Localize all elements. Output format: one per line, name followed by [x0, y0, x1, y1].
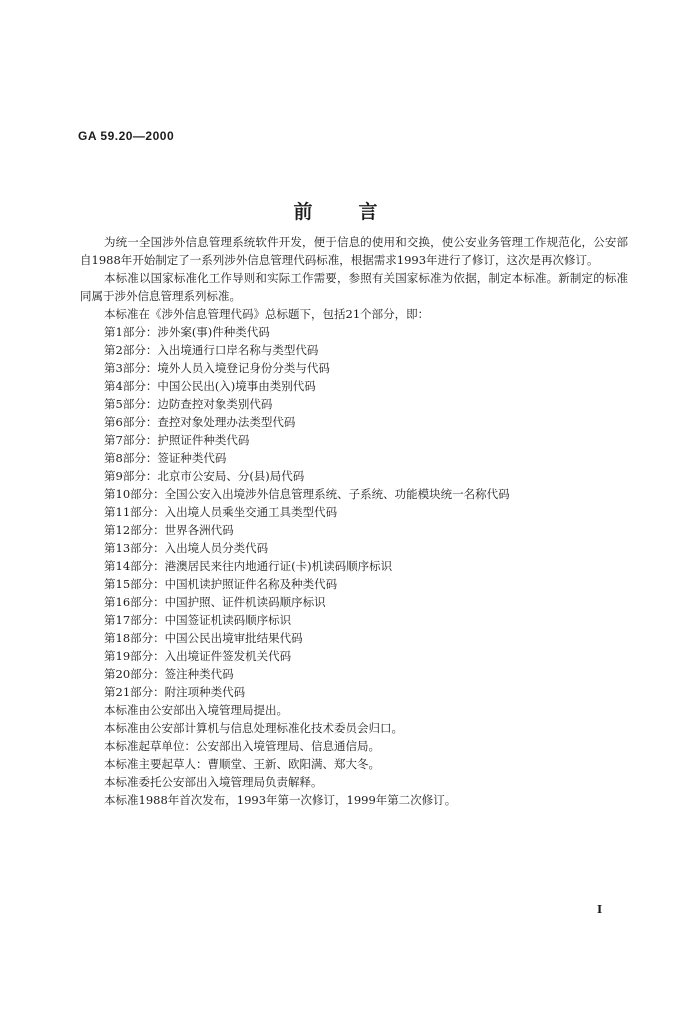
title-char-right: 言: [358, 201, 380, 223]
intro-paragraph: 为统一全国涉外信息管理系统软件开发，便于信息的使用和交换，使公安业务管理工作规范化，公安部自1988年开始制定了一系列涉外信息管理代码标准，根据需求1993年进行了修订，这次是再次修订。: [80, 235, 628, 267]
page-number: I: [597, 903, 603, 916]
part-list-item: 第17部分：中国签证机读码顺序标识: [104, 613, 292, 627]
part-list-item: 第19部分：入出境证件签发机关代码: [104, 649, 292, 663]
part-list-item: 第12部分：世界各洲代码: [104, 523, 234, 537]
part-list-item: 第13部分：入出境人员分类代码: [104, 541, 269, 555]
standard-code: GA 59.20—2000: [78, 129, 175, 143]
interpretation-line: 本标准委托公安部出入境管理局负责解释。: [104, 775, 323, 789]
foreword-body: [80, 233, 628, 809]
part-list-item: 第21部分：附注项种类代码: [104, 685, 246, 699]
title-char-left: 前: [293, 201, 315, 223]
part-list-item: 第1部分：涉外案(事)件种类代码: [104, 325, 270, 339]
part-list-item: 第3部分：境外人员入境登记身份分类与代码: [104, 361, 330, 375]
centralized-by-line: 本标准由公安部计算机与信息处理标准化技术委员会归口。: [104, 721, 403, 735]
part-list-item: 第8部分：签证种类代码: [104, 451, 227, 465]
part-list-item: 第14部分：港澳居民来往内地通行证(卡)机读码顺序标识: [104, 559, 393, 573]
page-title: [0, 197, 673, 224]
part-list-item: 第6部分：查控对象处理办法类型代码: [104, 415, 296, 429]
drafting-unit-line: 本标准起草单位：公安部出入境管理局、信息通信局。: [104, 739, 380, 753]
parts-intro-line: 本标准在《涉外信息管理代码》总标题下，包括21个部分，即：: [104, 307, 430, 321]
part-list-item: 第4部分：中国公民出(入)境事由类别代码: [104, 379, 316, 393]
proposer-line: 本标准由公安部出入境管理局提出。: [104, 703, 288, 717]
part-list-item: 第15部分：中国机读护照证件名称及种类代码: [104, 577, 338, 591]
revision-history-line: 本标准1988年首次发布，1993年第一次修订，1999年第二次修订。: [104, 793, 457, 807]
basis-paragraph: 本标准以国家标准化工作导则和实际工作需要，参照有关国家标准为依据，制定本标准。新制定的标准同属于涉外信息管理系列标准。: [80, 271, 628, 303]
part-list-item: 第7部分：护照证件种类代码: [104, 433, 250, 447]
part-list-item: 第10部分：全国公安入出境涉外信息管理系统、子系统、功能模块统一名称代码: [104, 487, 510, 501]
part-list-item: 第16部分：中国护照、证件机读码顺序标识: [104, 595, 326, 609]
part-list-item: 第9部分：北京市公安局、分(县)局代码: [104, 469, 305, 483]
part-list-item: 第18部分：中国公民出境审批结果代码: [104, 631, 303, 645]
part-list-item: 第5部分：边防查控对象类别代码: [104, 397, 273, 411]
part-list-item: 第20部分：签注种类代码: [104, 667, 234, 681]
part-list-item: 第11部分：入出境人员乘坐交通工具类型代码: [104, 505, 338, 519]
drafters-line: 本标准主要起草人：曹顺堂、王新、欧阳满、郑大冬。: [104, 757, 380, 771]
part-list-item: 第2部分：入出境通行口岸名称与类型代码: [104, 343, 319, 357]
